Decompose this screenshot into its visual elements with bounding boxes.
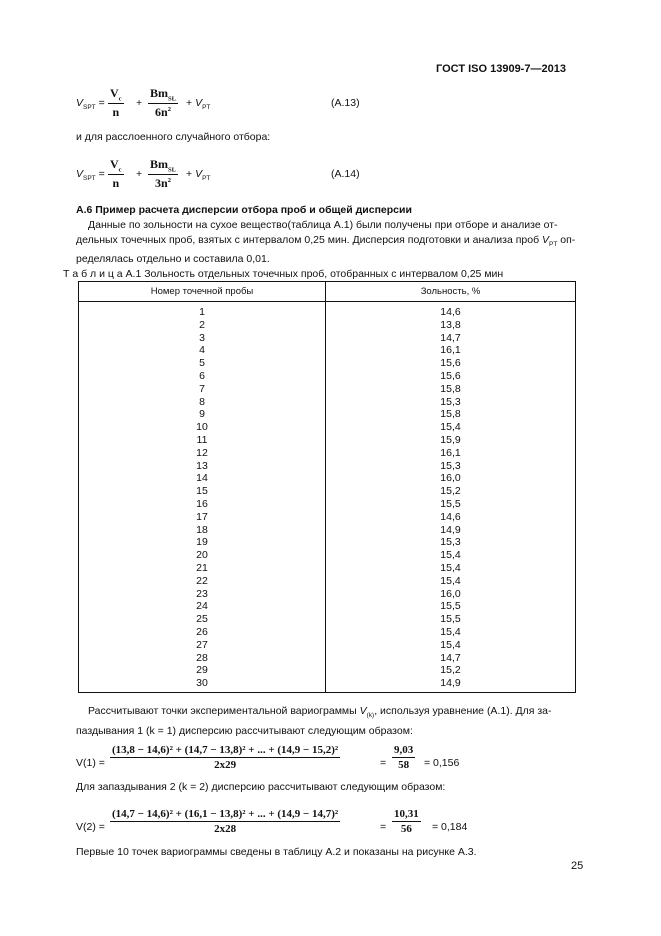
v1-fraction: $\frac{\text{(13,8 − 14,6)² + (14,7 − 13,8)² + ... + (14,9 − 15,2)²}}{2x29}$: [112, 744, 339, 771]
table-row: [79, 626, 576, 639]
cell-ash-content: 15,4: [326, 575, 576, 588]
table-row: [79, 562, 576, 575]
page-number: 25: [571, 860, 584, 872]
cell-ash-content: 15,4: [326, 421, 576, 434]
v1-result: = 0,156: [424, 757, 460, 769]
cell-ash-content: 15,3: [326, 460, 576, 473]
table-row: [79, 536, 576, 549]
cell-sample-number: 15: [79, 485, 326, 498]
cell-ash-content: 16,1: [326, 344, 576, 357]
paragraph-line-2: дельных точечных проб, взятых с интервалом 0,25 мин. Дисперсия подготовки и анализа проб $V_{PT}$ оп-: [76, 233, 576, 248]
cell-sample-number: 24: [79, 600, 326, 613]
text-between: и для расслоенного случайного отбора:: [76, 131, 271, 143]
cell-ash-content: 13,8: [326, 319, 576, 332]
cell-sample-number: 19: [79, 536, 326, 549]
lag2-text: Для запаздывания 2 (k = 2) дисперсию рассчитывают следующим образом:: [76, 781, 446, 793]
table-row: [79, 613, 576, 626]
eq13-fraction-2: $Bm_{SL}$ $6n^2$: [150, 86, 176, 120]
table-header-sample-number: Номер точечной пробы: [79, 282, 326, 302]
table-row: [79, 677, 576, 692]
cell-sample-number: 7: [79, 383, 326, 396]
eq14-fraction-2: $Bm_{SL}$ $3n^2$: [150, 157, 176, 191]
cell-sample-number: 13: [79, 460, 326, 473]
cell-sample-number: 28: [79, 652, 326, 665]
cell-ash-content: 14,6: [326, 302, 576, 319]
cell-ash-content: 15,4: [326, 639, 576, 652]
cell-ash-content: 15,8: [326, 408, 576, 421]
cell-ash-content: 16,0: [326, 588, 576, 601]
cell-ash-content: 15,5: [326, 498, 576, 511]
cell-sample-number: 26: [79, 626, 326, 639]
table-row: [79, 639, 576, 652]
table-row: [79, 472, 576, 485]
variogram-line-2: паздывания 1 (k = 1) дисперсию рассчитывают следующим образом:: [76, 724, 413, 737]
cell-ash-content: 14,7: [326, 332, 576, 345]
section-paragraph: [76, 218, 581, 267]
cell-sample-number: 21: [79, 562, 326, 575]
table-row: [79, 485, 576, 498]
eq14-plus-1: +: [136, 168, 143, 180]
table-header-ash-content: Зольность, %: [326, 282, 576, 302]
cell-ash-content: 14,6: [326, 511, 576, 524]
table-row: [79, 511, 576, 524]
eq13-plus-1: +: [136, 97, 143, 109]
v2-result-fraction: $\frac{10,31}{56}$: [394, 808, 419, 835]
equation-a14: [76, 157, 596, 193]
table-row: [79, 498, 576, 511]
cell-sample-number: 22: [79, 575, 326, 588]
table-row: [79, 357, 576, 370]
cell-sample-number: 14: [79, 472, 326, 485]
cell-sample-number: 9: [79, 408, 326, 421]
eq14-fraction-1: $\frac{V_c}{n}$: [110, 157, 122, 191]
cell-sample-number: 4: [79, 344, 326, 357]
cell-ash-content: 15,5: [326, 613, 576, 626]
final-text: Первые 10 точек вариограммы сведены в таблицу А.2 и показаны на рисунке А.3.: [76, 846, 477, 858]
table-row: [79, 524, 576, 537]
cell-ash-content: 15,2: [326, 485, 576, 498]
paragraph-line-3: ределялась отдельно и составила 0,01.: [76, 253, 270, 266]
v2-lhs: V(2) =: [76, 821, 105, 833]
cell-ash-content: 15,4: [326, 626, 576, 639]
cell-sample-number: 18: [79, 524, 326, 537]
eq13-lhs: $V_{SPT}$ =: [76, 97, 105, 112]
cell-sample-number: 17: [79, 511, 326, 524]
cell-ash-content: 15,9: [326, 434, 576, 447]
table-row: [79, 600, 576, 613]
cell-ash-content: 15,6: [326, 370, 576, 383]
v2-result: = 0,184: [432, 821, 468, 833]
equation-v2: [76, 808, 586, 848]
v1-lhs: V(1) =: [76, 757, 105, 769]
cell-sample-number: 3: [79, 332, 326, 345]
cell-ash-content: 14,7: [326, 652, 576, 665]
table-row: [79, 460, 576, 473]
equation-a13: [76, 86, 596, 122]
variogram-line-1: Рассчитывают точки экспериментальной вариограммы $V_{(k)}$, используя уравнение (А.1). Для за-: [88, 705, 552, 720]
paragraph-line-1: Данные по зольности на сухое вещество(таблица А.1) были получены при отборе и анализе от-: [88, 219, 558, 231]
cell-ash-content: 15,8: [326, 383, 576, 396]
table-row: [79, 447, 576, 460]
cell-sample-number: 8: [79, 396, 326, 409]
table-row: [79, 319, 576, 332]
cell-ash-content: 16,1: [326, 447, 576, 460]
table-row: [79, 652, 576, 665]
document-header: ГОСТ ISO 13909-7—2013: [436, 63, 566, 75]
v1-equals: =: [380, 757, 387, 769]
table-row: [79, 664, 576, 677]
cell-sample-number: 6: [79, 370, 326, 383]
table-row: [79, 575, 576, 588]
cell-sample-number: 25: [79, 613, 326, 626]
v1-result-fraction: $\frac{9,03}{58}$: [394, 744, 414, 771]
table-caption: Т а б л и ц а А.1 Зольность отдельных точечных проб, отобранных с интервалом 0,25 мин: [63, 268, 504, 280]
eq14-lhs: $V_{SPT}$ =: [76, 168, 105, 183]
cell-sample-number: 20: [79, 549, 326, 562]
cell-sample-number: 1: [79, 302, 326, 319]
eq14-plus-2: + $V_{PT}$: [186, 168, 211, 183]
eq13-plus-2: + $V_{PT}$: [186, 97, 211, 112]
cell-sample-number: 23: [79, 588, 326, 601]
table-row: [79, 344, 576, 357]
cell-ash-content: 15,3: [326, 536, 576, 549]
section-heading: А.6 Пример расчета дисперсии отбора проб и общей дисперсии: [76, 204, 412, 216]
table-row: [79, 370, 576, 383]
table-row: [79, 434, 576, 447]
cell-ash-content: 14,9: [326, 524, 576, 537]
table-row: [79, 421, 576, 434]
cell-sample-number: 5: [79, 357, 326, 370]
cell-sample-number: 12: [79, 447, 326, 460]
cell-ash-content: 15,4: [326, 562, 576, 575]
table-row: [79, 332, 576, 345]
cell-sample-number: 27: [79, 639, 326, 652]
cell-sample-number: 11: [79, 434, 326, 447]
v2-fraction: $\frac{\text{(14,7 − 14,6)² + (16,1 − 13,8)² + ... + (14,9 − 14,7)²}}{2x28}$: [112, 808, 339, 835]
table-row: [79, 549, 576, 562]
cell-sample-number: 30: [79, 677, 326, 692]
table-row: [79, 396, 576, 409]
cell-ash-content: 14,9: [326, 677, 576, 692]
cell-ash-content: 15,3: [326, 396, 576, 409]
eq14-number: (A.14): [331, 168, 360, 180]
cell-ash-content: 15,5: [326, 600, 576, 613]
cell-sample-number: 29: [79, 664, 326, 677]
cell-sample-number: 10: [79, 421, 326, 434]
table-row: [79, 408, 576, 421]
cell-ash-content: 15,4: [326, 549, 576, 562]
table-row: [79, 588, 576, 601]
cell-ash-content: 16,0: [326, 472, 576, 485]
table-row: [79, 302, 576, 319]
equation-v1: [76, 744, 586, 784]
v2-equals: =: [380, 821, 387, 833]
ash-table: [78, 281, 576, 693]
variogram-paragraph: [76, 704, 581, 738]
eq13-fraction-1: $\frac{V_c}{n}$: [110, 86, 122, 120]
table-row: [79, 383, 576, 396]
cell-ash-content: 15,2: [326, 664, 576, 677]
cell-sample-number: 2: [79, 319, 326, 332]
eq13-number: (A.13): [331, 97, 360, 109]
cell-ash-content: 15,6: [326, 357, 576, 370]
cell-sample-number: 16: [79, 498, 326, 511]
